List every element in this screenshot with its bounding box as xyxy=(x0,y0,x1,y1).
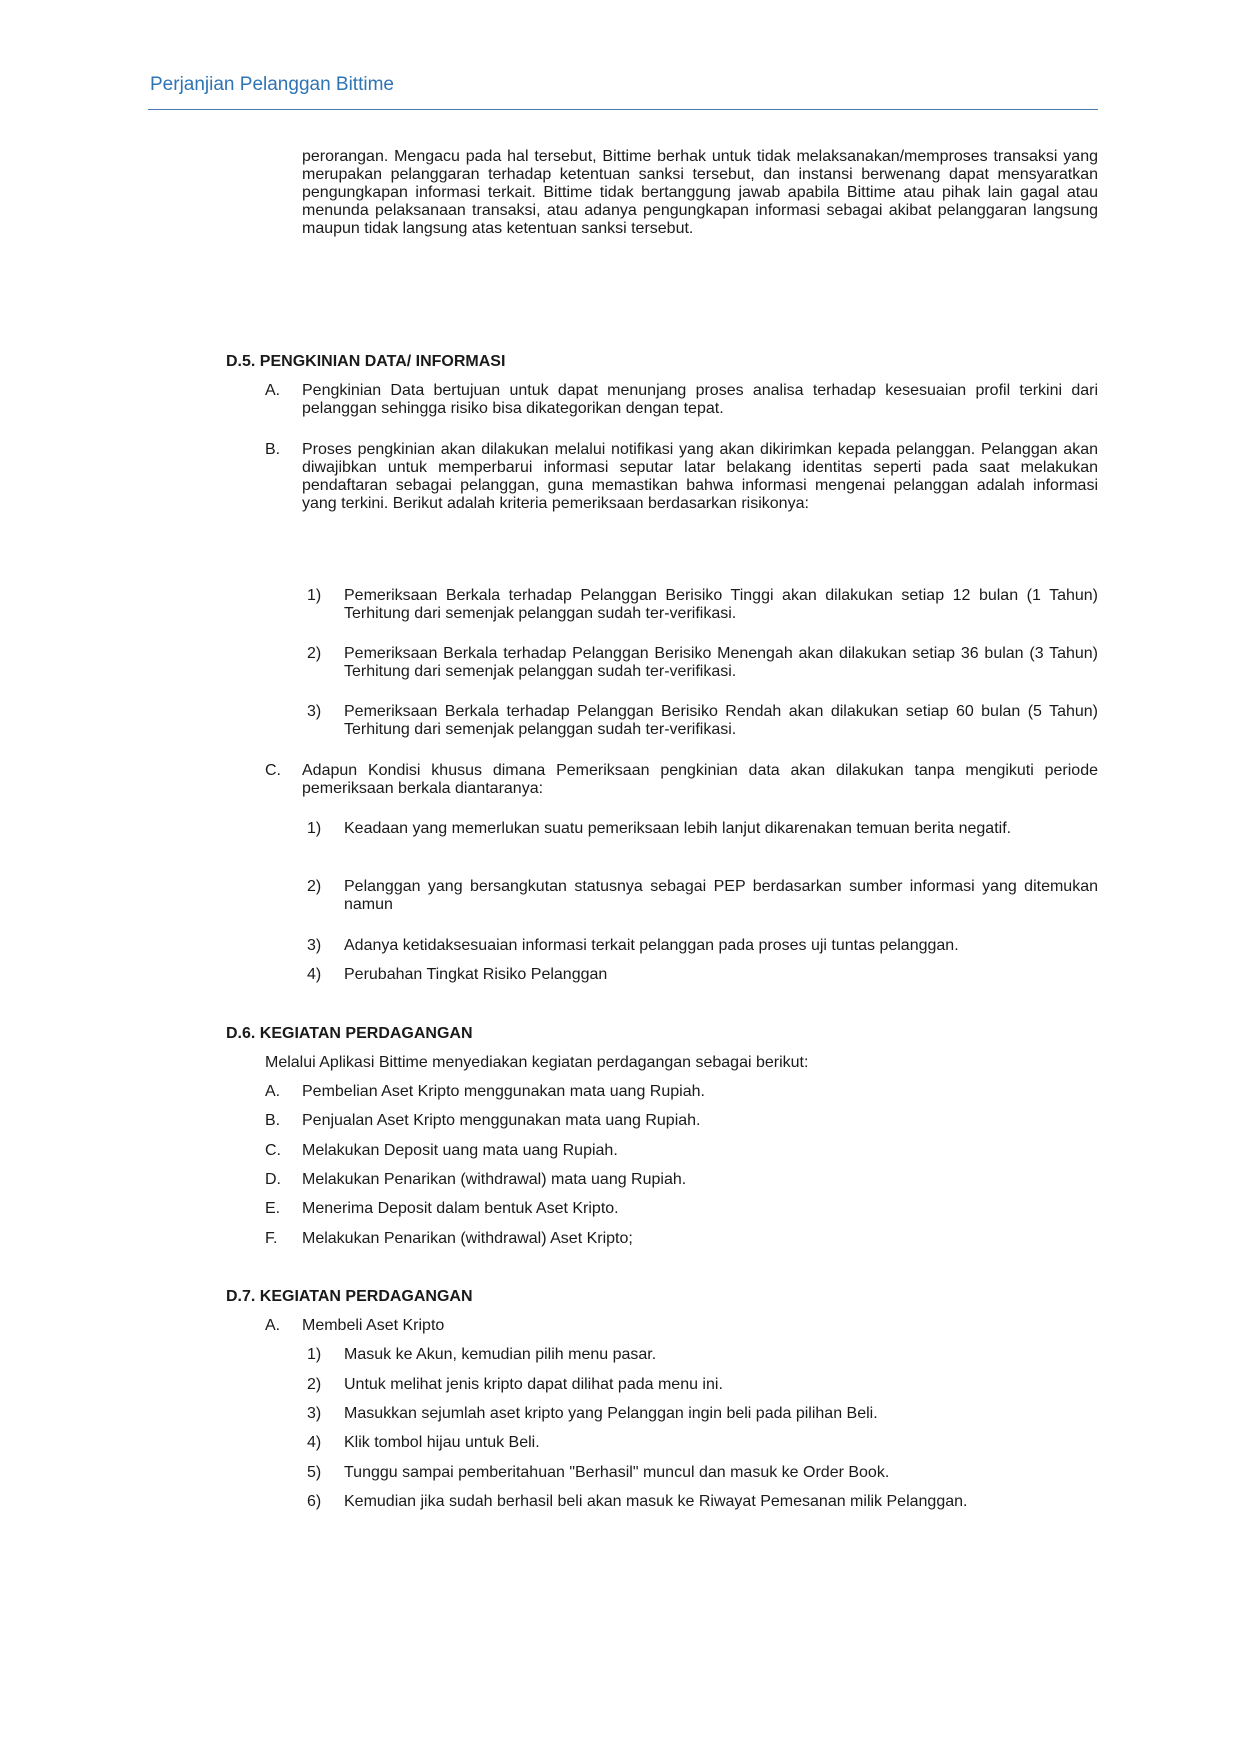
list-item-text: Proses pengkinian akan dilakukan melalui notifikasi yang akan dikirimkan kepada pelanggan. Pelanggan akan diwajibkan untuk memperbarui informasi seputar latar belakang identitas seperti pada saat melakukan pendaftaran sebagai pelanggan, guna memastikan bahwa informasi mengenai pelanggan adalah informasi yang terkini. Berikut adalah kriteria pemeriksaan berdasarkan risikonya: xyxy=(302,441,1098,512)
d5-b-sub-3 xyxy=(307,703,1098,739)
list-item-text: Membeli Aset Kripto xyxy=(302,1317,445,1334)
list-marker: E. xyxy=(265,1200,281,1217)
d7-a-sub-6 xyxy=(307,1493,1098,1511)
section-d7-heading: D.7. KEGIATAN PERDAGANGAN xyxy=(226,1288,473,1305)
d5-c-sub-3 xyxy=(307,937,1098,955)
list-item-text: Untuk melihat jenis kripto dapat dilihat pada menu ini. xyxy=(344,1376,723,1393)
list-item-text: Pemeriksaan Berkala terhadap Pelanggan Berisiko Rendah akan dilakukan setiap 60 bulan (5 Tahun) Terhitung dari semenjak pelanggan sudah ter-verifikasi. xyxy=(344,703,1098,738)
d5-b-sub-2 xyxy=(307,645,1098,681)
list-marker: 3) xyxy=(307,937,322,954)
list-marker: B. xyxy=(265,441,281,458)
list-item-text: Perubahan Tingkat Risiko Pelanggan xyxy=(344,966,608,983)
d6-intro: Melalui Aplikasi Bittime menyediakan kegiatan perdagangan sebagai berikut: xyxy=(265,1054,809,1071)
list-marker: 2) xyxy=(307,878,322,895)
list-marker: 1) xyxy=(307,820,322,837)
list-item-text: Melakukan Penarikan (withdrawal) mata uang Rupiah. xyxy=(302,1171,687,1188)
list-item-text: Penjualan Aset Kripto menggunakan mata uang Rupiah. xyxy=(302,1112,701,1129)
d5-item-b xyxy=(265,441,1098,513)
list-item-text: Pelanggan yang bersangkutan statusnya sebagai PEP berdasarkan sumber informasi yang ditemukan namun xyxy=(344,878,1098,913)
list-marker: 3) xyxy=(307,1405,322,1422)
header-divider xyxy=(148,109,1098,110)
d7-a-sub-5 xyxy=(307,1464,1098,1482)
section-d5-heading: D.5. PENGKINIAN DATA/ INFORMASI xyxy=(226,353,506,370)
list-item-text: Klik tombol hijau untuk Beli. xyxy=(344,1434,540,1451)
list-marker: A. xyxy=(265,1083,281,1100)
list-item-text: Kemudian jika sudah berhasil beli akan masuk ke Riwayat Pemesanan milik Pelanggan. xyxy=(344,1493,968,1510)
d5-b-sub-1 xyxy=(307,587,1098,623)
list-item-text: Pemeriksaan Berkala terhadap Pelanggan Berisiko Menengah akan dilakukan setiap 36 bulan (3 Tahun) Terhitung dari semenjak pelanggan sudah ter-verifikasi. xyxy=(344,645,1098,680)
list-marker: B. xyxy=(265,1112,281,1129)
d7-a-sub-1 xyxy=(307,1346,1098,1364)
d5-item-a xyxy=(265,382,1098,418)
d6-item-e xyxy=(265,1200,1098,1218)
list-item-text: Menerima Deposit dalam bentuk Aset Kripto. xyxy=(302,1200,619,1217)
list-item-text: Adapun Kondisi khusus dimana Pemeriksaan pengkinian data akan dilakukan tanpa mengikuti periode pemeriksaan berkala diantaranya: xyxy=(302,762,1098,797)
list-marker: A. xyxy=(265,1317,281,1334)
list-item-text: Masuk ke Akun, kemudian pilih menu pasar. xyxy=(344,1346,657,1363)
list-item-text: Melakukan Penarikan (withdrawal) Aset Kripto; xyxy=(302,1230,633,1247)
list-marker: 3) xyxy=(307,703,322,720)
list-item-text: Pengkinian Data bertujuan untuk dapat menunjang proses analisa terhadap kesesuaian profil terkini dari pelanggan sehingga risiko bisa dikategorikan dengan tepat. xyxy=(302,382,1098,417)
d5-item-c xyxy=(265,762,1098,798)
list-marker: 1) xyxy=(307,587,322,604)
list-marker: 5) xyxy=(307,1464,322,1481)
list-item-text: Masukkan sejumlah aset kripto yang Pelanggan ingin beli pada pilihan Beli. xyxy=(344,1405,878,1422)
intro-paragraph: perorangan. Mengacu pada hal tersebut, Bittime berhak untuk tidak melaksanakan/memproses transaksi yang merupakan pelanggaran terhadap ketentuan sanksi tersebut, dan instansi berwenang dapat mensyaratkan pengungkapan informasi terkait. Bittime tidak bertanggung jawab apabila Bittime atau pihak lain gagal atau menunda pelaksanaan transaksi, atau adanya pengungkapan informasi sebagai akibat pelanggaran langsung maupun tidak langsung atas ketentuan sanksi tersebut. xyxy=(302,148,1098,237)
d5-c-sub-2 xyxy=(307,878,1098,914)
list-marker: D. xyxy=(265,1171,281,1188)
list-item-text: Pemeriksaan Berkala terhadap Pelanggan Berisiko Tinggi akan dilakukan setiap 12 bulan (1 Tahun) Terhitung dari semenjak pelanggan sudah ter-verifikasi. xyxy=(344,587,1098,622)
list-marker: 2) xyxy=(307,1376,322,1393)
list-marker: F. xyxy=(265,1230,278,1247)
d6-item-a xyxy=(265,1083,1098,1101)
d7-a-sub-3 xyxy=(307,1405,1098,1423)
d5-c-sub-4 xyxy=(307,966,1098,984)
d6-item-c xyxy=(265,1142,1098,1160)
list-item-text: Melakukan Deposit uang mata uang Rupiah. xyxy=(302,1142,618,1159)
d7-item-a xyxy=(265,1317,1098,1335)
d6-item-f xyxy=(265,1230,1098,1248)
list-marker: A. xyxy=(265,382,281,399)
list-marker: 4) xyxy=(307,966,322,983)
list-item-text: Adanya ketidaksesuaian informasi terkait pelanggan pada proses uji tuntas pelanggan. xyxy=(344,937,959,954)
d5-c-sub-1 xyxy=(307,820,1098,838)
list-item-text: Tunggu sampai pemberitahuan "Berhasil" muncul dan masuk ke Order Book. xyxy=(344,1464,890,1481)
d6-item-b xyxy=(265,1112,1098,1130)
d6-item-d xyxy=(265,1171,1098,1189)
list-item-text: Pembelian Aset Kripto menggunakan mata uang Rupiah. xyxy=(302,1083,705,1100)
section-d6-heading: D.6. KEGIATAN PERDAGANGAN xyxy=(226,1025,473,1042)
list-marker: 6) xyxy=(307,1493,322,1510)
list-item-text: Keadaan yang memerlukan suatu pemeriksaan lebih lanjut dikarenakan temuan berita negatif. xyxy=(344,820,1012,837)
list-marker: 1) xyxy=(307,1346,322,1363)
list-marker: C. xyxy=(265,762,281,779)
list-marker: C. xyxy=(265,1142,281,1159)
list-marker: 2) xyxy=(307,645,322,662)
d7-a-sub-2 xyxy=(307,1376,1098,1394)
d7-a-sub-4 xyxy=(307,1434,1098,1452)
list-marker: 4) xyxy=(307,1434,322,1451)
document-header-title: Perjanjian Pelanggan Bittime xyxy=(150,74,394,95)
